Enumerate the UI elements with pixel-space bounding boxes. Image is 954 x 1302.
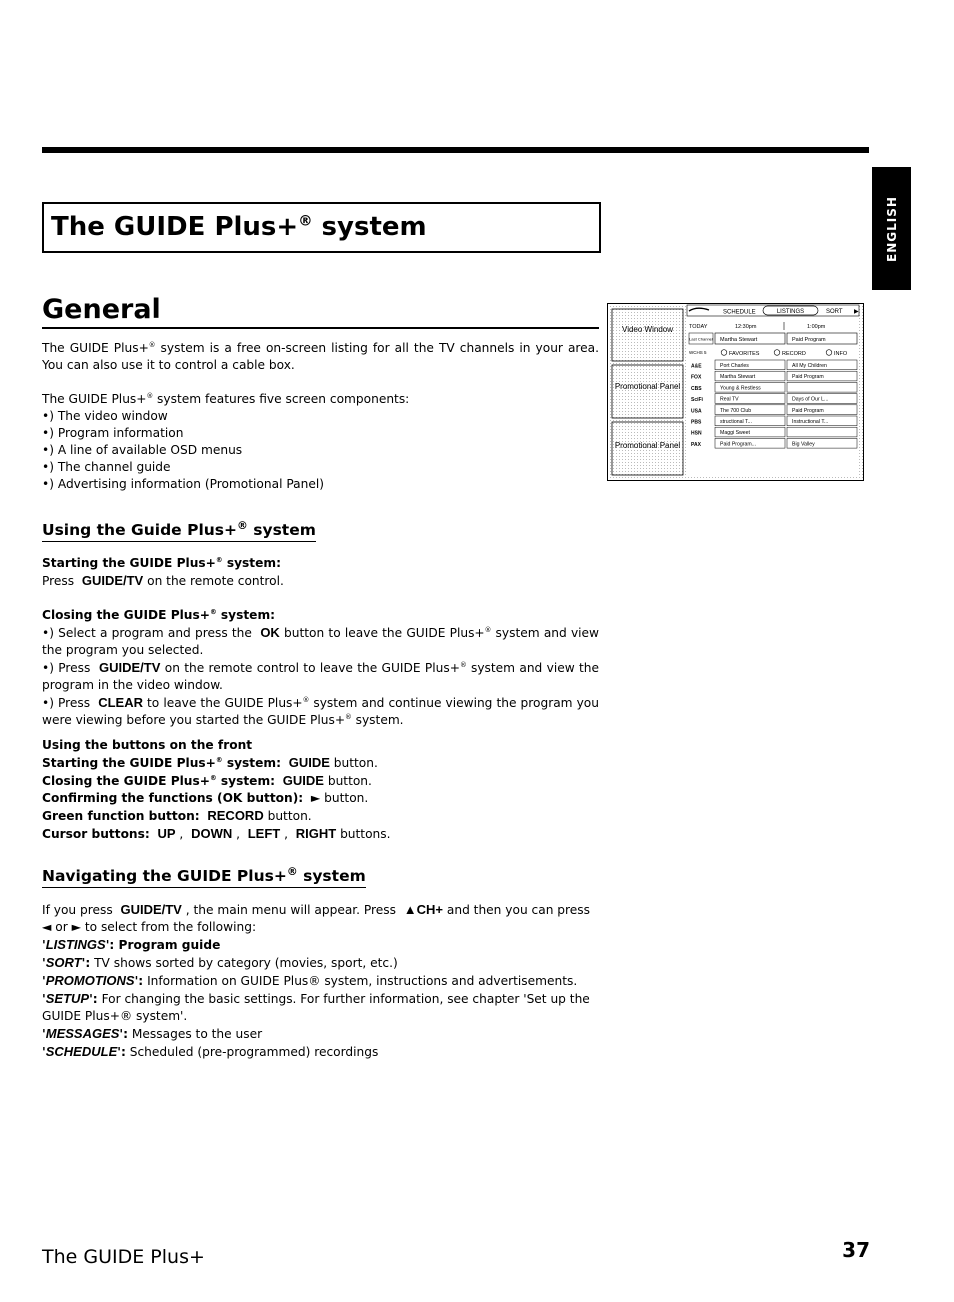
video-window-label: Video Window [622,325,673,334]
channel-logo: PAX [691,441,701,448]
list-item: 'SETUP': For changing the basic settings. For further information, see chapter 'Set up the GUIDE Plus+® system'. [42,991,590,1023]
chapter-title: The GUIDE Plus+® system [51,212,427,242]
list-item: •) Program information [42,426,184,440]
list-item: 'SORT': TV shows sorted by category (movies, sport, etc.) [42,955,398,970]
time-slot-2: 1:00pm [807,324,826,330]
menu-favorites: FAVORITES [729,351,760,357]
program-cell-box [787,382,857,392]
program-cell: Martha Stewart [720,374,756,381]
list-item: •) A line of available OSD menus [42,443,243,457]
tab-listings: LISTINGS [776,309,805,315]
navigating-instructions: If you press GUIDE/TV , the main menu will appear. Press ▲CH+ and then you can press ◄ or ► to select from the following: 'LISTINGS': Program guide 'SORT': TV shows sorted by category (movies, sport, etc.) 'PROMOTIONS': Information on GUIDE Plus® system, instructions and advertisements. 'SETUP': For changing the basic settings. For further information, see chapter 'Set up the GUIDE Plus+® system'. 'MESSAGES': Messages to the user 'SCHEDULE': Scheduled (pre-programmed) recordings [42,901,599,1061]
promotional-panel-label: Promotional Panel [614,441,681,450]
channel-logo: HSN [691,430,702,437]
front-buttons: Using the buttons on the front Starting the GUIDE Plus+® system: GUIDE button. Closing the GUIDE Plus+® system: GUIDE button. Confirming the functions (OK button): ► button. Green function button: RECORD button. Cursor buttons: UP , DOWN , LEFT , RIGHT buttons. [42,738,391,841]
general-intro: The GUIDE Plus+® system is a free on-screen listing for all the TV channels in your area. You can also use it to control a cable box. [42,340,600,372]
tab-sort: SORT [826,309,843,315]
promotional-panel-label: Promotional Panel [614,382,681,391]
list-item: •) The video window [42,409,168,423]
section-heading-general: General [42,293,599,329]
list-item: 'SCHEDULE': Scheduled (pre-programmed) recordings [42,1044,379,1059]
program-cell: Days of Our L... [792,396,829,403]
top-rule [42,147,869,153]
list-item: •) Advertising information (Promotional Panel) [42,477,324,491]
list-item: 'PROMOTIONS': Information on GUIDE Plus® system, instructions and advertisements. [42,973,578,988]
program-cell: structional T... [720,419,752,425]
section-heading-navigating: Navigating the GUIDE Plus+® system [42,867,366,888]
program-cell-box [787,427,857,437]
last-channel-label: Last Channel [689,336,713,342]
program-cell: Real TV [720,396,739,403]
program-cell: Maggi Sweet [720,430,750,437]
page-number: 37 [842,1238,870,1262]
channel-logo: FOX [691,374,702,381]
program-cell: Paid Program [792,337,826,343]
program-cell: Instructional T... [792,419,829,425]
channel-logo: PBS [691,419,702,426]
channel-logo: CBS [691,385,702,392]
time-slot-1: 12:30pm [735,324,757,330]
today-label: TODAY [689,324,708,330]
channel-logo: A&E [691,363,702,370]
guide-plus-screen-illustration [607,303,864,481]
program-cell: Port Charles [720,363,749,369]
tab-schedule: SCHEDULE [723,309,756,316]
list-item: •) The channel guide [42,460,171,474]
program-cell: Paid Program... [720,441,757,448]
channel-id: WCHS 5 [689,350,707,355]
program-cell: All My Children [792,363,827,369]
program-cell: Martha Stewart [720,337,758,343]
promotional-panel [612,365,683,418]
video-window-panel [612,309,683,361]
menu-record: RECORD [782,351,806,357]
language-tab [872,167,911,290]
language-label: ENGLISH [884,195,899,262]
channel-logo: SciFi [691,397,703,404]
program-cell: Paid Program [792,374,824,381]
program-cell: Big Valley [792,441,815,448]
list-item: 'MESSAGES': Messages to the user [42,1026,263,1041]
program-cell: Young & Restless [720,385,761,392]
chapter-title-box [42,202,601,253]
general-components: The GUIDE Plus+® system features five screen components: •) The video window •) Program information •) A line of available OSD menus •) The channel guide •) Advertising information (Promotional Panel) [42,391,599,493]
arrow-right-icon: ▶ [854,309,859,315]
program-cell: The 700 Club [720,407,752,414]
channel-logo: USA [691,408,702,415]
list-item: 'LISTINGS': Program guide [42,937,221,952]
using-instructions: Starting the GUIDE Plus+® system: Press GUIDE/TV on the remote control. Closing the GUIDE Plus+® system: •) Select a program and press the OK button to leave the GUIDE Plus+® system and view the program you selected. •) Press GUIDE/TV on the remote control to leave the GUIDE Plus+® system and view the program in the video window. •) Press CLEAR to leave the GUIDE Plus+® system and continue viewing the program you were viewing before you started the GUIDE Plus+® system. [42,555,600,727]
footer-section-title: The GUIDE Plus+ [42,1246,205,1268]
program-cell: Paid Program [792,407,824,414]
section-heading-using: Using the Guide Plus+® system [42,521,316,542]
menu-info: INFO [834,351,848,357]
